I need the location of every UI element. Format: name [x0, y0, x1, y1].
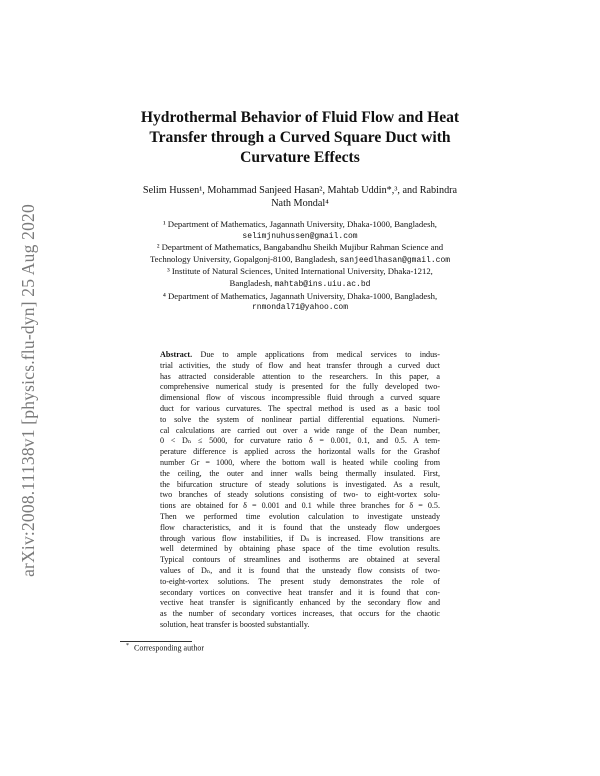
abstract-line: well determined by obtaining phase space of the time evolution results.	[160, 544, 440, 554]
title-line: Transfer through a Curved Square Duct with	[149, 129, 451, 146]
abstract-line: 0 < Dₙ ≤ 5000, for curvature ratio δ = 0.001, 0.1, and 0.5. A tem-	[160, 436, 440, 446]
affiliation-2	[125, 242, 475, 266]
abstract-line: tions are obtained for δ = 0.001 and 0.1 while three branches for δ = 0.5.	[160, 501, 440, 511]
affiliation-line-text: Technology University, Gopalgonj-8100, Bangladesh,	[149, 253, 338, 264]
affiliation-line: ¹ Department of Mathematics, Jagannath University, Dhaka-1000, Bangladesh,	[163, 219, 437, 229]
footnote-text: Corresponding author	[134, 643, 204, 653]
abstract-line: duct for various curvatures. The spectral method is used as a basic tool	[160, 403, 440, 413]
abstract-line: to solve the system of nonlinear partial differential equations. Numeri-	[160, 414, 440, 424]
affiliation-3	[125, 266, 475, 290]
affiliation-line	[125, 254, 475, 267]
affiliation-line: ³ Institute of Natural Sciences, United International University, Dhaka-1212,	[167, 266, 433, 277]
arxiv-identifier-stamp	[8, 180, 48, 600]
abstract-line: through various flow instabilities, if Dₙ is increased. Flow transitions are	[160, 533, 440, 543]
affiliation-4	[125, 291, 475, 314]
affiliation-email: sanjeedlhasan@gmail.com	[339, 255, 451, 265]
author-line: Selim Hussen¹, Mohammad Sanjeed Hasan², Mahtab Uddin*,³, and Rabindra	[142, 185, 458, 196]
abstract-line: dimensional flow of viscous incompressible fluid through a curved square	[160, 393, 440, 403]
abstract-line: comprehensive numerical study is presented for the fully developed two-	[160, 382, 440, 392]
abstract-line: vective heat transfer is significantly enhanced by the secondary flow and	[160, 598, 440, 608]
abstract-line: trial activities, the study of flow and heat transfer through a curved duct	[160, 360, 440, 370]
abstract-line: Then we performed time evolution calculation to investigate unsteady	[160, 511, 440, 521]
arxiv-identifier-text: arXiv:2008.11138v1 [physics.flu-dyn] 25 Aug 2020	[17, 203, 38, 577]
abstract-line: to-eight-vortex solutions. The present study demonstrates the role of	[160, 576, 440, 586]
abstract-heading: Abstract.	[160, 350, 193, 359]
title-line: Hydrothermal Behavior of Fluid Flow and Heat	[140, 109, 460, 126]
affiliation-line	[125, 278, 475, 291]
abstract-line-text: Due to ample applications from medical services to indus-	[200, 350, 440, 359]
abstract-line	[160, 350, 440, 361]
affiliation-email: rnmondal71@yahoo.com	[251, 303, 348, 313]
footnote-divider	[120, 641, 192, 642]
abstract-line: two branches of steady solutions consisting of two- to eight-vortex solu-	[160, 490, 440, 500]
affiliation-email: selimjnuhussen@gmail.com	[242, 231, 358, 241]
abstract-line: solution, heat transfer is boosted substantially.	[160, 619, 310, 629]
abstract-line: Typical contours of streamlines and isotherms are obtained at several	[160, 555, 440, 565]
affiliations	[125, 219, 475, 314]
footnote	[126, 643, 204, 653]
affiliation-line: ⁴ Department of Mathematics, Jagannath University, Dhaka-1000, Bangladesh,	[162, 290, 438, 301]
abstract-line: as the number of secondary vortices increases, that occurs for the chaotic	[160, 609, 440, 619]
abstract	[160, 350, 440, 631]
abstract-line: flow characteristics, and it is found that the unsteady flow undergoes	[160, 522, 440, 532]
affiliation-line-text: Bangladesh,	[229, 277, 273, 288]
affiliation-line: ² Department of Mathematics, Bangabandhu Sheikh Mujibur Rahman Science and	[156, 242, 444, 253]
author-list	[140, 184, 460, 210]
author-line: Nath Mondal⁴	[271, 198, 329, 209]
affiliation-1	[125, 219, 475, 242]
abstract-line: the bifurcation structure of steady solutions is investigated. As a result,	[160, 479, 440, 489]
abstract-line: cal calculations are carried out over a wide range of the Dean number,	[160, 425, 440, 435]
abstract-line: secondary vortices on convective heat transfer and it is found that con-	[160, 587, 440, 597]
abstract-line: the ceiling, the outer and inner walls being thermally insulated. First,	[160, 468, 440, 478]
abstract-line: perature difference is applied across the horizontal walls for the Grashof	[160, 447, 440, 457]
paper-title	[110, 108, 490, 168]
title-line: Curvature Effects	[240, 149, 360, 166]
footnote-marker: *	[126, 643, 129, 649]
abstract-line: number Gr = 1000, where the bottom wall is heated while cooling from	[160, 457, 440, 467]
abstract-line: has attracted considerable attention to the researchers. In this paper, a	[160, 371, 440, 381]
affiliation-email: mahtab@ins.uiu.ac.bd	[274, 279, 371, 289]
abstract-line: values of Dₙ, and it is found that the unsteady flow consists of two-	[160, 565, 440, 575]
